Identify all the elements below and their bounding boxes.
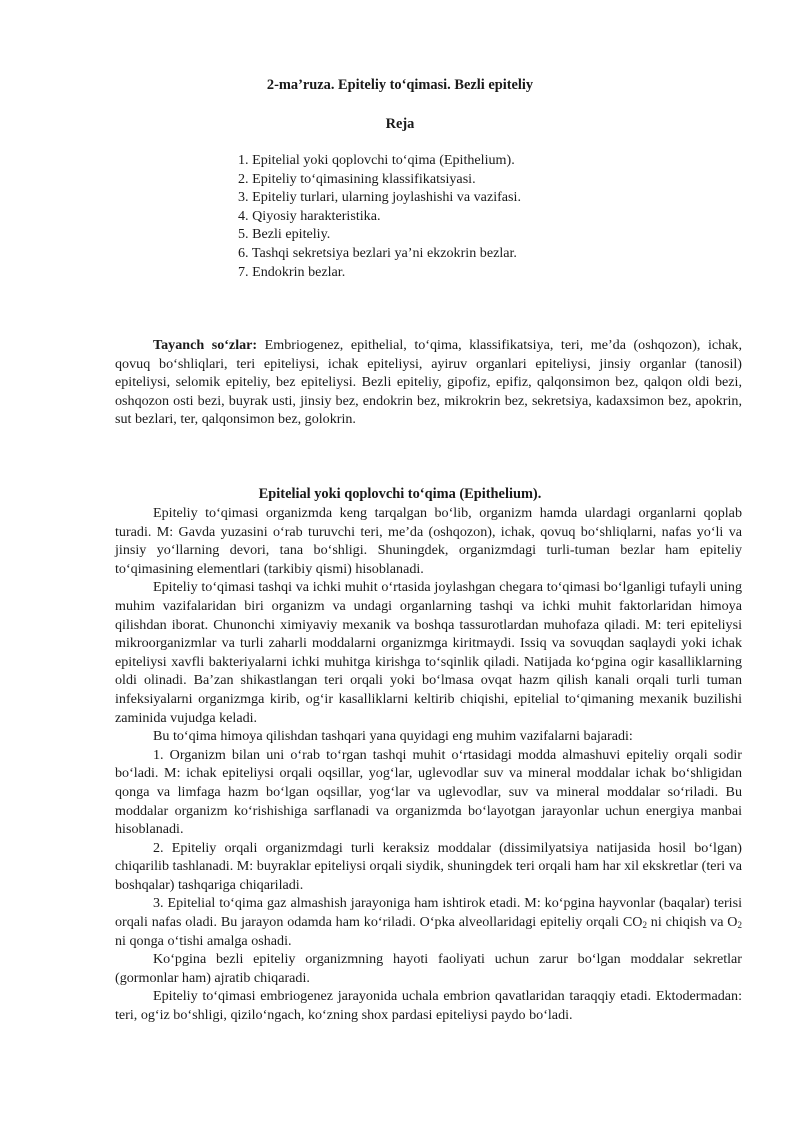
plan-heading: Reja bbox=[385, 116, 415, 132]
plan-item: 2. Epiteliy to‘qimasining klassifikatsiyasi. bbox=[238, 170, 476, 187]
plan-item: 5. Bezli epiteliy. bbox=[238, 226, 331, 243]
body-paragraph: Epiteliy to‘qimasi embriogenez jarayonida uchala embrion qavatlaridan taraqqiy etadi. Ektodermadan: teri, og‘iz bo‘shligi, qizilo‘ngach, ko‘zning shox pardasi epiteliysi paydo bo‘ladi. bbox=[115, 988, 742, 1024]
plan-item: 7. Endokrin bezlar. bbox=[238, 263, 346, 280]
plan-item: 3. Epiteliy turlari, ularning joylashishi va vazifasi. bbox=[238, 189, 521, 206]
plan-item: 6. Tashqi sekretsiya bezlari ya’ni ekzokrin bezlar. bbox=[238, 244, 517, 261]
section-body bbox=[115, 504, 742, 1025]
gas-text-2: ni chiqish va O bbox=[646, 914, 738, 931]
keywords-text: Embriogenez, epithelial, to‘qima, klassifikatsiya, teri, me’da (oshqozon), ichak, qovuq bo‘shliqlari, teri epiteliysi, ichak epiteliysi, ayiruv organlari epiteliysi, jinsiy organlar (tanosil) epiteliysi, selomik epiteliy, bez epiteliysi. Bezli epiteliy, gipofiz, epifiz, qalqonsimon bez, qalqon oldi bezi, oshqozon osti bezi, buyrak usti, jinsiy bez, endokrin bez, mikrokrin bez, sekretsiya, kadaxsimon bez, apokrin, sut bezlari, ter, qalqonsimon bez, golokrin. bbox=[115, 337, 742, 428]
keywords-label: Tayanch so‘zlar: bbox=[153, 337, 258, 353]
plan-list bbox=[238, 151, 521, 281]
plan-item: 4. Qiyosiy harakteristika. bbox=[238, 207, 381, 224]
body-paragraph: Ko‘pgina bezli epiteliy organizmning hayoti faoliyati uchun zarur bo‘lgan moddalar sekretlar (gormonlar ham) ajratib chiqaradi. bbox=[115, 951, 742, 986]
gas-text-1: 3. Epitelial to‘qima gaz almashish jarayoniga ham ishtirok etadi. M: ko‘pgina hayvonlar (baqalar) terisi orqali nafas oladi. Bu jarayon odamda ham ko‘riladi. O‘pka alveollaridagi epiteliy orqali CO bbox=[115, 895, 742, 931]
plan-item: 1. Epitelial yoki qoplovchi to‘qima (Epithelium). bbox=[238, 152, 515, 168]
keywords-paragraph bbox=[115, 336, 742, 429]
body-paragraph: Epiteliy to‘qimasi organizmda keng tarqalgan bo‘lib, organizm hamda ulardagi organlarni qoplab turadi. M: Gavda yuzasini o‘rab turuvchi teri, me’da (oshqozon), ichak, qovuq bo‘shliqlarni, nafas yo‘li va jinsiy yo‘llarning devori, tana bo‘shligi. Shuningdek, organizmdagi turli-tuman bezlar ham epiteliy to‘qimasining elementlari (tarkibiy qismi) hisoblanadi. bbox=[115, 505, 742, 577]
co2-subscript: 2 bbox=[642, 920, 647, 931]
body-paragraph: 1. Organizm bilan uni o‘rab to‘rgan tashqi muhit o‘rtasidagi modda almashuvi epiteliy orqali sodir bo‘ladi. M: ichak epiteliysi orqali oqsillar, yog‘lar, uglevodlar suv va mineral moddalar ichak bo‘shligidan qonga va limfaga hazm bo‘lgan oqsillar, yog‘lar va uglevodlar, suv va mineral moddalar so‘riladi. Bu moddalar organizm ko‘rishishiga sarflanadi va organizmda bo‘layotgan jarayonlar uchun energiya manbai hisoblanadi. bbox=[115, 746, 742, 838]
body-paragraph: 2. Epiteliy orqali organizmdagi turli keraksiz moddalar (dissimilyatsiya natijasida hosil bo‘lgan) chiqarilib tashlanadi. M: buyraklar epiteliysi orqali siydik, shuningdek teri orqali ham har xil ekskretlar (teri va boshqalar) tashqariga chiqariladi. bbox=[115, 839, 742, 893]
section-title: Epitelial yoki qoplovchi to‘qima (Epithelium). bbox=[258, 486, 542, 502]
body-paragraph: Bu to‘qima himoya qilishdan tashqari yana quyidagi eng muhim vazifalarni bajaradi: bbox=[153, 728, 633, 745]
lecture-title: 2-ma’ruza. Epiteliy to‘qimasi. Bezli epiteliy bbox=[266, 77, 534, 93]
gas-text-3: ni qonga o‘tishi amalga oshadi. bbox=[115, 932, 292, 949]
o2-subscript: 2 bbox=[737, 920, 742, 931]
body-paragraph-gas bbox=[115, 894, 742, 950]
body-paragraph: Epiteliy to‘qimasi tashqi va ichki muhit o‘rtasida joylashgan chegara to‘qimasi bo‘lganligi tufayli uning muhim vazifalaridan biri organizm va undagi organlarning tashqi va ichki muhit faktorlaridan himoya qilishdan iborat. Chunonchi ximiyaviy mexanik va boshqa tassurotlardan muhofaza qiladi. M: teri epiteliysi mikroorganizmlar va turli zaharli moddalarni organizmga kiritmaydi. Issiq va sovuqdan saqlaydi yoki ichak epiteliysi xavfli bakteriyalarni ichki muhitga kirishga to‘sqinlik qiladi. Natijada ko‘pgina ogir kasalliklarning oldi olinadi. Ba’zan shikastlangan teri orqali yoki bo‘lmasa ovqat hazm qilish kanali orqali turli tuman infeksiyalarni organizmga kirib, og‘ir kasalliklarni keltirib chiqishi, epitelial to‘qimaning mexanik buzilishi zaminida vujudga keladi. bbox=[115, 579, 742, 726]
